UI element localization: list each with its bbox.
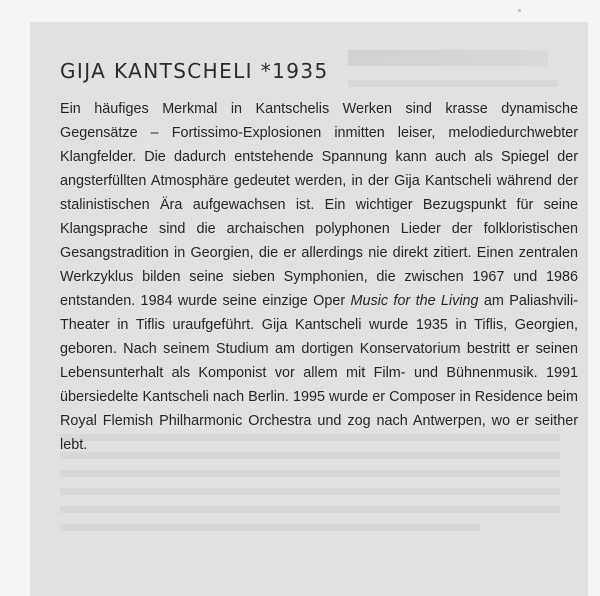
biography-text-part-2: am Paliashvili-Theater in Tiflis uraufgeführt. Gija Kantscheli wurde 1935 in Tiflis, Georgien, geboren. Nach seinem Studium am dortigen Konservatorium bestritt er seinen Lebensunterhalt als Komponist vor allem mit Film- und Bühnenmusik. 1991 übersiedelte Kantscheli nach Berlin. 1995 wurde er Composer in Residence beim Royal Flemish Philharmonic Orchestra und zog nach Antwerpen, wo er seither lebt.	[60, 293, 578, 453]
bleed-through-line	[348, 80, 558, 87]
biography-text-part-1: Ein häufiges Merkmal in Kantschelis Werken sind krasse dynamische Gegensätze – Fortissimo-Explosionen inmitten leiser, melodiedurchwebter Klangfelder. Die dadurch entstehende Spannung kann auch als Spiegel der angsterfüllten Atmosphäre gedeutet werden, in der Gija Kantscheli während der stalinistischen Ära aufgewachsen ist. Ein wichtiger Bezugspunkt für seine Klangsprache sind die archaischen polyphonen Lieder der folkloristischen Gesangstradition in Georgien, die er allerdings nie direkt zitiert. Einen zentralen Werkzyklus bilden seine sieben Symphonien, die zwischen 1967 und 1986 entstanden. 1984 wurde seine einzige Oper	[60, 101, 578, 309]
bleed-through-line	[60, 470, 560, 477]
page-speck	[518, 9, 521, 12]
composer-heading: GIJA KANTSCHELI *1935	[60, 59, 329, 83]
bleed-through-line	[60, 506, 560, 513]
opera-title: Music for the Living	[350, 293, 479, 309]
bleed-through-line	[60, 488, 560, 495]
bleed-through-line	[60, 524, 480, 531]
booklet-page	[30, 22, 588, 596]
biography-paragraph	[60, 97, 578, 457]
bleed-through-heading	[348, 50, 548, 66]
